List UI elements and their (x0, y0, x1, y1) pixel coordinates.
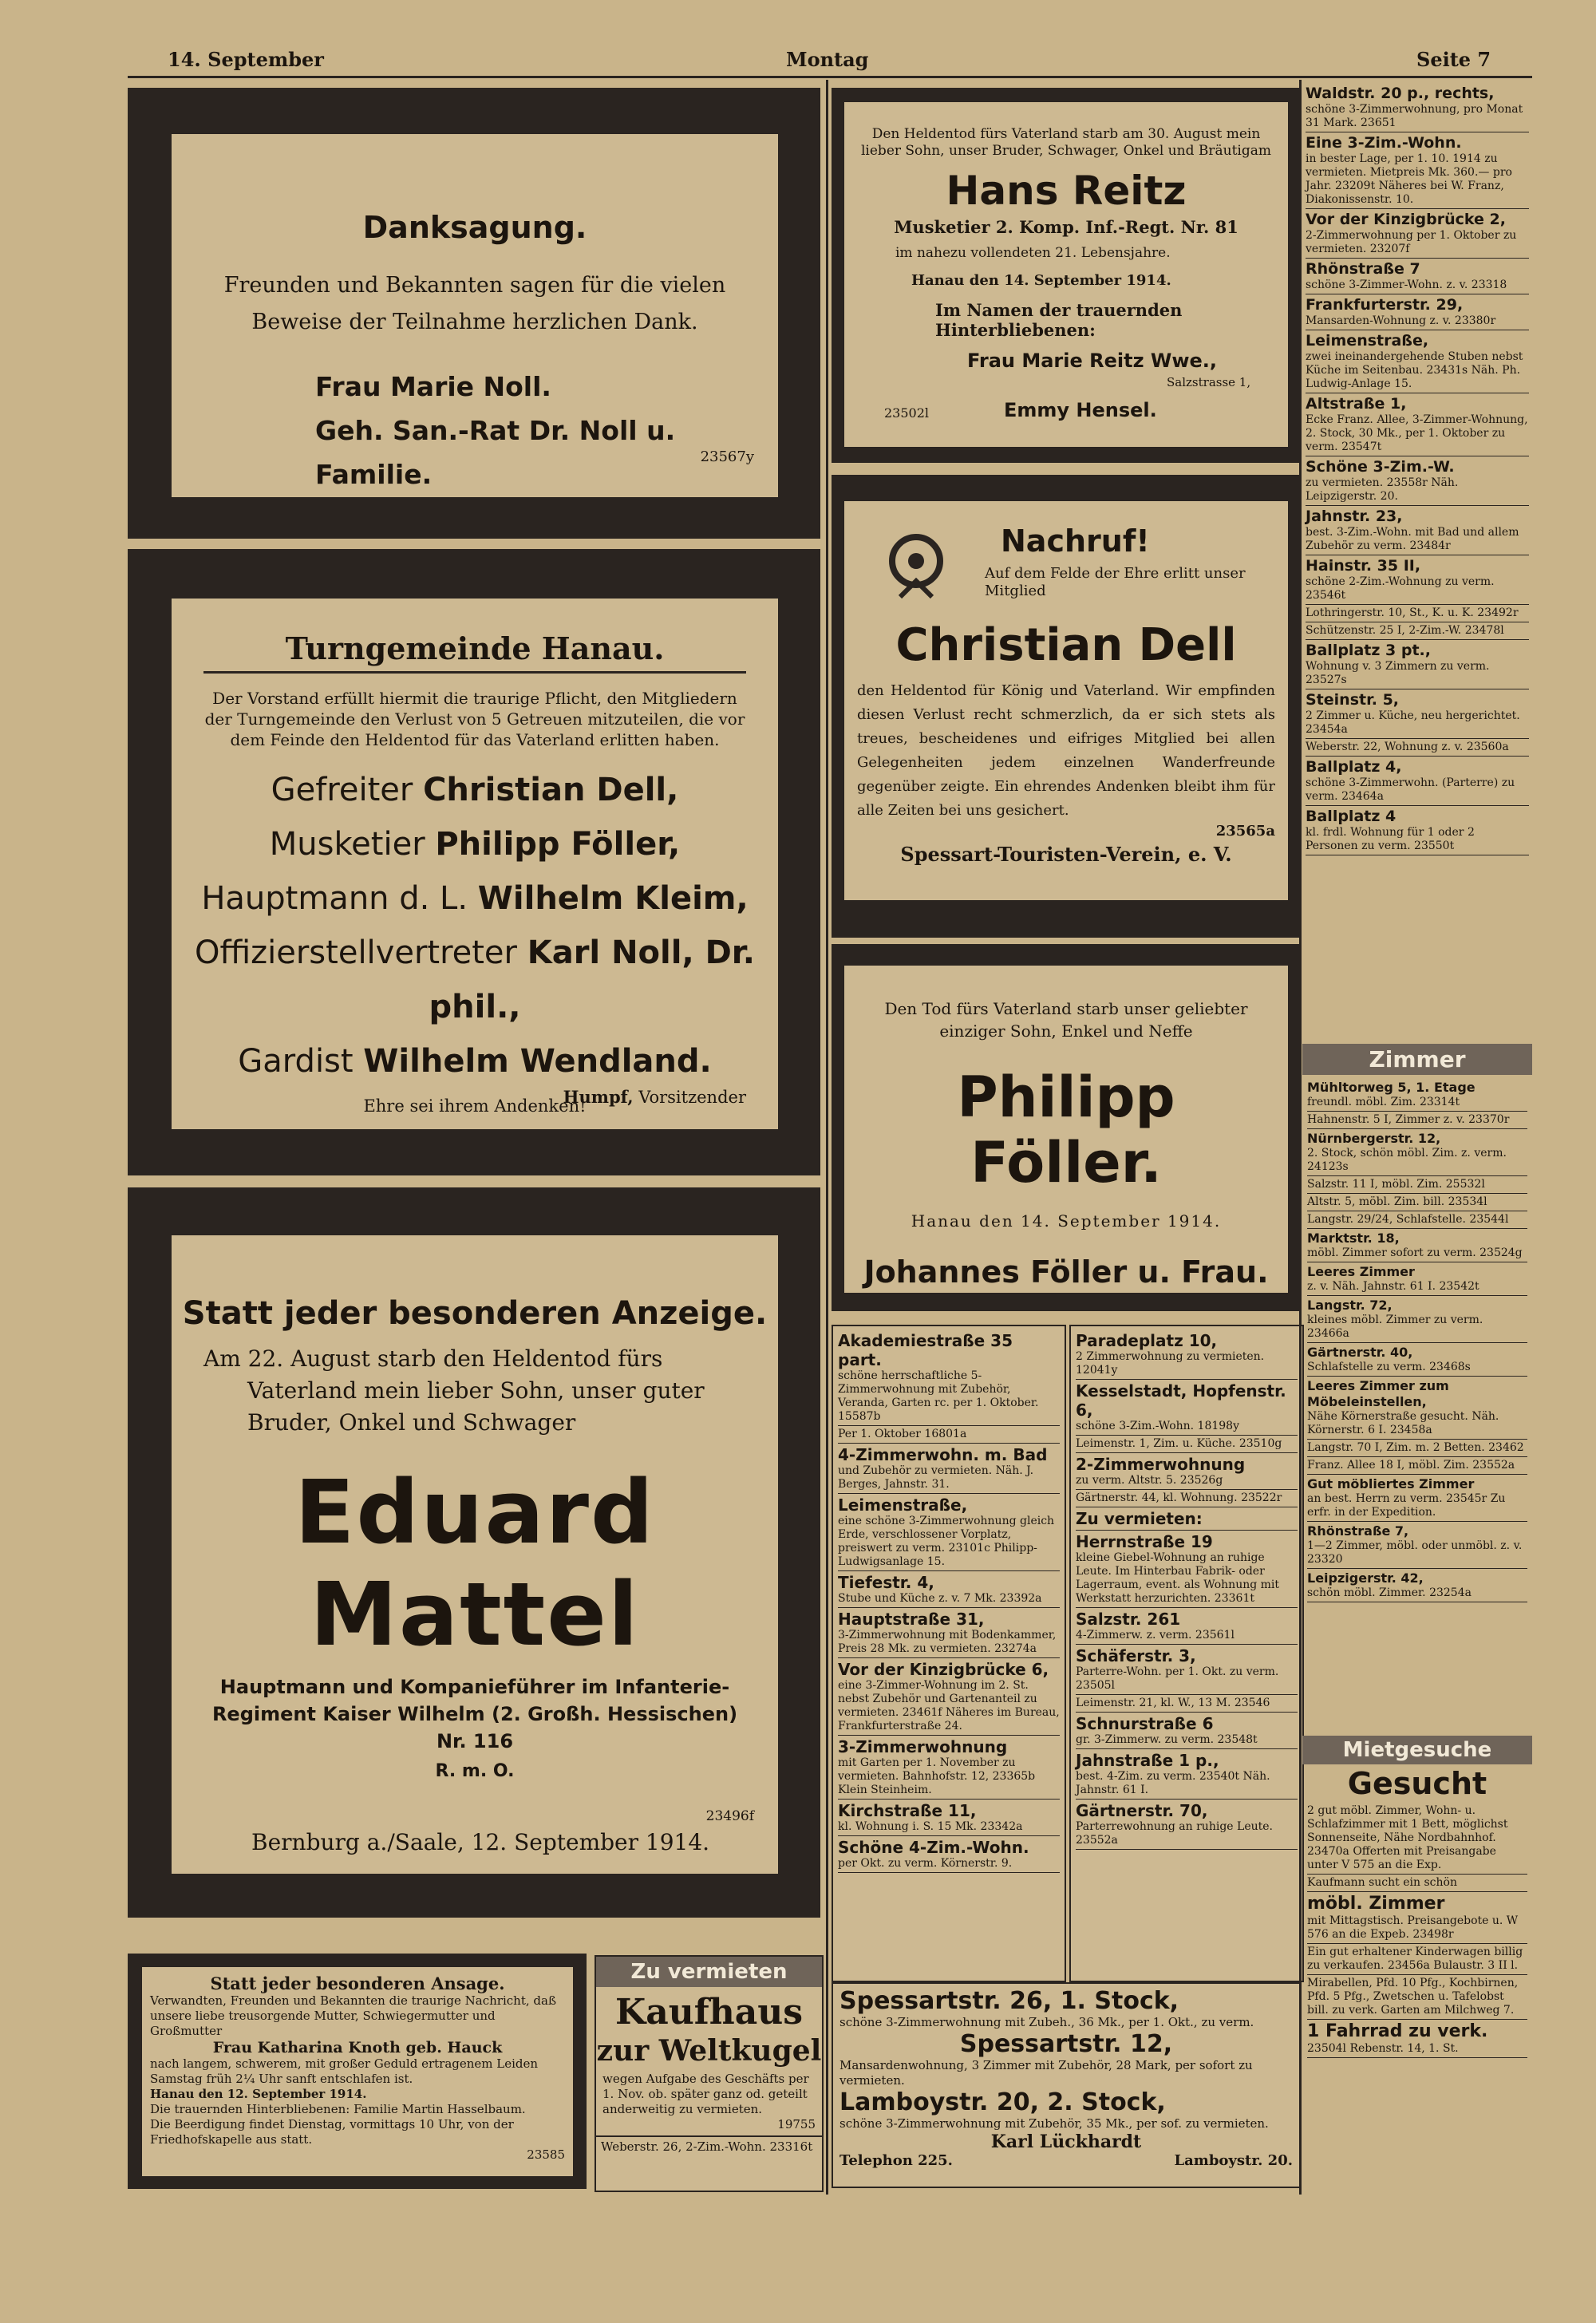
classified-head: Schäferstr. 3, (1076, 1646, 1196, 1665)
classified-item (1306, 689, 1529, 739)
col-separator-2 (1299, 80, 1302, 2195)
fallen-rank: Hauptmann d. L. (201, 880, 468, 917)
classified-text: kl. Wohnung i. S. 15 Mk. 23342a (838, 1820, 1023, 1833)
mietgesuche-title: Gesucht (1347, 1766, 1487, 1801)
classified-head: Schöne 3-Zim.-W. (1306, 458, 1455, 476)
classified-head: Paradeplatz 10, (1076, 1331, 1218, 1350)
classified-item (1306, 259, 1529, 294)
col-separator-1 (826, 80, 828, 2195)
danksagung-name-1: Frau Marie Noll. (315, 371, 551, 402)
turngemeinde-honor: Ehre sei ihrem Andenken! (363, 1096, 587, 1116)
zimmer-section (1302, 1044, 1532, 1738)
classified-head: 1 Fahrrad zu verk. (1307, 2021, 1488, 2041)
weltkugel-footer: Weberstr. 26, 2-Zim.-Wohn. 23316t (596, 2135, 822, 2157)
bottom-ad-text: Mansardenwohnung, 3 Zimmer mit Zubehör, 28 Mark, per sofort zu vermieten. (839, 2058, 1253, 2088)
classified-item (1307, 1262, 1527, 1296)
reitz-ad (844, 102, 1288, 447)
classified-head: möbl. Zimmer (1307, 1894, 1445, 1914)
classifieds-mid-right-list (1071, 1326, 1302, 1853)
classified-head: Mühltorweg 5, 1. Etage (1307, 1080, 1476, 1095)
mattel-rank: Hauptmann und Kompanieführer im Infanterie-Regiment Kaiser Wilhelm (2. Großh. Hessischen) Nr. 116 (211, 1676, 738, 1752)
classified-text: 2 Zimmerwohnung zu vermieten. 12041y (1076, 1350, 1265, 1377)
classified-text: Hahnenstr. 5 I, Zimmer z. v. 23370r (1307, 1113, 1510, 1126)
classified-text: 3-Zimmerwohnung mit Bodenkammer, Preis 28 Mk. zu vermieten. 23274a (838, 1629, 1057, 1655)
fallen-rank: Gardist (238, 1043, 354, 1080)
turngemeinde-fallen-list (172, 763, 778, 1088)
bottom-ad-text: schöne 3-Zimmerwohnung mit Zubehör, 35 Mk., per sof. zu vermieten. (839, 2116, 1269, 2131)
classified-text: schöne 3-Zim.-Wohn. 18198y (1076, 1420, 1240, 1432)
danksagung-name-2: Geh. San.-Rat Dr. Noll u. Familie. (315, 415, 676, 490)
classified-item (838, 1800, 1060, 1836)
classified-text: Schlafstelle zu verm. 23468s (1307, 1361, 1471, 1373)
classified-head: Vor der Kinzigbrücke 2, (1306, 211, 1506, 228)
classified-text: 2 gut möbl. Zimmer, Wohn- u. Schlafzimmer mit 1 Bett, möglichst Sonnenseite, Nähe Nordbahnhof. 23470a Offerten mit Preisangabe unter V 575 an die Exp. (1307, 1804, 1508, 1871)
classified-text: schön möbl. Zimmer. 23254a (1307, 1586, 1472, 1599)
reitz-address: Salzstrasse 1, (1167, 375, 1251, 389)
header-page: Seite 7 (1416, 48, 1491, 71)
classified-text: Salzstr. 11 I, möbl. Zim. 25532l (1307, 1178, 1485, 1191)
classified-item (1076, 1531, 1298, 1608)
classified-text: schöne 3-Zimmer-Wohn. z. v. 23318 (1306, 279, 1507, 291)
classified-text: zwei ineinandergehende Stuben nebst Küche im Seitenbau. 23431s Näh. Ph. Ludwig-Anlage 15. (1306, 350, 1523, 390)
classified-text: Leimenstr. 21, kl. W., 13 M. 23546 (1076, 1697, 1270, 1709)
classified-item (1307, 1296, 1527, 1343)
knoth-ad (142, 1967, 573, 2176)
classified-text: Langstr. 29/24, Schlafstelle. 23544l (1307, 1213, 1509, 1226)
signature-name: Humpf, (563, 1087, 634, 1107)
classified-item (1307, 1194, 1527, 1211)
classified-item (1076, 1800, 1298, 1850)
classified-text: Mirabellen, Pfd. 10 Pfg., Kochbirnen, Pfd. 5 Pfg., Zwetschen u. Tafelobst bill. zu verk. Garten am Milchweg 7. (1307, 1977, 1519, 2017)
reitz-fiancee: Emmy Hensel. (1004, 399, 1157, 421)
classified-head: Leimenstraße, (838, 1495, 968, 1515)
classified-item (838, 1658, 1060, 1736)
classified-text: an best. Herrn zu verm. 23545r Zu erfr. in der Expedition. (1307, 1492, 1506, 1519)
classified-head: Steinstr. 5, (1306, 691, 1400, 709)
classified-text: eine schöne 3-Zimmerwohnung gleich Erde, verschlossener Vorplatz, preiswert zu verm. 23101c Philipp-Ludwigsanlage 15. (838, 1515, 1055, 1568)
mietgesuche-list (1302, 1801, 1532, 2060)
bottom-ad-head: Spessartstr. 26, 1. Stock, (839, 1987, 1179, 2015)
classified-text: Lothringerstr. 10, St., K. u. K. 23492r (1306, 606, 1519, 619)
classified-item (1306, 605, 1529, 622)
danksagung-title: Danksagung. (362, 210, 587, 245)
classified-item (1306, 393, 1529, 456)
classified-head: Gärtnerstr. 70, (1076, 1801, 1208, 1820)
classified-item (1306, 330, 1529, 393)
danksagung-code: 23567y (700, 448, 754, 465)
classified-text: best. 3-Zim.-Wohn. mit Bad und allem Zubehör zu verm. 23484r (1306, 526, 1519, 552)
classified-text: kl. frdl. Wohnung für 1 oder 2 Personen zu verm. 23550t (1306, 826, 1475, 852)
classified-item (1306, 739, 1529, 757)
classified-text: eine 3-Zimmer-Wohnung im 2. St. nebst Zubehör und Gartenanteil zu vermieten. 23461f Näheres im Bureau, Frankfurterstraße 24. (838, 1679, 1060, 1732)
classified-text: schöne 3-Zimmerwohnung, pro Monat 31 Mark. 23651 (1306, 103, 1523, 129)
danksagung-text: Freunden und Bekannten sagen für die vielen Beweise der Teilnahme herzlichen Dank. (223, 273, 726, 334)
classified-item (1307, 1377, 1527, 1440)
classified-item (1307, 2020, 1527, 2058)
classified-head: Zu vermieten: (1076, 1509, 1203, 1528)
classified-item (838, 1426, 1060, 1444)
classified-head: Gärtnerstr. 40, (1307, 1345, 1413, 1360)
classifieds-mid-left-list (833, 1326, 1065, 1876)
classified-text: 2. Stock, schön möbl. Zim. z. verm. 24123s (1307, 1147, 1507, 1173)
classified-text: schöne 3-Zimmerwohn. (Parterre) zu verm. 23464a (1306, 776, 1515, 803)
foeller-name: Philipp Föller. (957, 1065, 1175, 1195)
reitz-age: im nahezu vollendeten 21. Lebensjahre. (895, 245, 1171, 261)
classified-text: Wohnung v. 3 Zimmern zu verm. 23527s (1306, 660, 1490, 686)
classified-item (1076, 1608, 1298, 1645)
classified-head: Akademiestraße 35 part. (838, 1331, 1013, 1369)
fallen-1 (172, 763, 778, 817)
header-date: 14. September (168, 48, 324, 71)
classified-head: Rhönstraße 7, (1307, 1523, 1409, 1539)
classified-text: z. v. Näh. Jahnstr. 61 I. 23542t (1307, 1280, 1479, 1293)
knoth-date: Hanau den 12. September 1914. (150, 2087, 367, 2101)
classified-text: Schützenstr. 25 I, 2-Zim.-W. 23478l (1306, 624, 1504, 637)
classified-text: Franz. Allee 18 I, möbl. Zim. 23552a (1307, 1459, 1515, 1472)
mattel-text: Am 22. August starb den Heldentod fürs Vaterland mein lieber Sohn, unser guter Bruder, Onkel und Schwager (203, 1345, 705, 1436)
foeller-parents: Johannes Föller u. Frau. (863, 1254, 1269, 1290)
mattel-rmo: R. m. O. (435, 1761, 515, 1781)
right-col-list (1301, 80, 1534, 859)
classified-text: Per 1. Oktober 16801a (838, 1428, 967, 1440)
classified-text: Langstr. 70 I, Zim. m. 2 Betten. 23462 (1307, 1441, 1524, 1454)
classified-item (1307, 1078, 1527, 1112)
danksagung-ad (172, 134, 778, 497)
reitz-code: 23502l (884, 405, 930, 421)
mattel-heading: Statt jeder besonderen Anzeige. (182, 1295, 768, 1332)
fallen-name: Wilhelm Wendland. (363, 1043, 712, 1080)
nachruf-text: den Heldentod für König und Vaterland. Wir empfinden diesen Verlust recht schmerzlich, da er sich stets als treues, bescheidenes und eifriges Mitglied bei allen Gelegenheiten jedem einzelnen Wanderfreunde gegenüber zeigte. Ein ehrendes Andenken bleibt ihm für alle Zeiten bei uns gesichert. (857, 682, 1275, 819)
classified-item (1306, 132, 1529, 209)
classified-item (838, 1836, 1060, 1873)
weltkugel-code: 19755 (777, 2117, 816, 2131)
classified-item (1306, 294, 1529, 330)
classified-text: zu verm. Altstr. 5. 23526g (1076, 1474, 1223, 1487)
classified-text: freundl. möbl. Zim. 23314t (1307, 1096, 1460, 1108)
bottom-ad-head: Lamboystr. 20, 2. Stock, (839, 2088, 1166, 2116)
bottom-ad-owner: Karl Lückhardt (990, 2131, 1142, 2152)
classified-item (1307, 1176, 1527, 1194)
nachruf-title: Nachruf! (1001, 523, 1150, 559)
knoth-code: 23585 (527, 2147, 565, 2162)
classified-head: Salzstr. 261 (1076, 1610, 1181, 1629)
classified-item (1306, 622, 1529, 640)
classifieds-mid-left (832, 1325, 1066, 1982)
classified-head: Kesselstadt, Hopfenstr. 6, (1076, 1381, 1286, 1420)
weltkugel-header: Zu vermieten (596, 1957, 822, 1987)
knoth-text1: Verwandten, Freunden und Bekannten die traurige Nachricht, daß unsere liebe treusorgende Mutter, Schwiegermutter und Großmutter (150, 1993, 556, 2038)
classified-head: 3-Zimmerwohnung (838, 1737, 1008, 1756)
classified-text: 2-Zimmerwohnung per 1. Oktober zu vermieten. 23207f (1306, 229, 1517, 255)
foeller-text: Den Tod fürs Vaterland starb unser geliebter einziger Sohn, Enkel und Neffe (884, 999, 1248, 1041)
classified-item (1306, 640, 1529, 689)
turngemeinde-title: Turngemeinde Hanau. (203, 630, 746, 674)
fallen-rank: Gefreiter (271, 772, 413, 808)
zimmer-list (1302, 1075, 1532, 1606)
nachruf-name: Christian Dell (895, 619, 1237, 671)
classified-head: Leeres Zimmer zum Möbeleinstellen, (1307, 1378, 1449, 1409)
reitz-place: Hanau den 14. September 1914. (911, 272, 1171, 289)
bottom-ad-text: schöne 3-Zimmerwohnung mit Zubeh., 36 Mk., per 1. Okt., zu verm. (839, 2015, 1254, 2029)
fallen-name: Wilhelm Kleim, (477, 880, 749, 917)
classified-text: per Okt. zu verm. Körnerstr. 9. (838, 1857, 1013, 1870)
reitz-behalf: Im Namen der trauernden Hinterbliebenen: (935, 300, 1183, 340)
header-rule (128, 76, 1532, 78)
classified-head: Jahnstraße 1 p., (1076, 1751, 1219, 1770)
fallen-name: Christian Dell, (423, 772, 679, 808)
turngemeinde-ad (172, 599, 778, 1129)
classified-text: Gärtnerstr. 44, kl. Wohnung. 23522r (1076, 1491, 1282, 1504)
bottom-footer-left: Telephon 225. (839, 2152, 953, 2169)
nachruf-intro: Auf dem Felde der Ehre erlitt unser Mitglied (985, 565, 1246, 599)
classified-text: schöne herrschaftliche 5-Zimmerwohnung mit Zubehör, Veranda, Garten rc. per 1. Oktober. 15587b (838, 1369, 1039, 1423)
classified-item (1076, 1749, 1298, 1800)
classified-item (1307, 1457, 1527, 1475)
mattel-place-date: Bernburg a./Saale, 12. September 1914. (251, 1829, 710, 1855)
classified-item (1076, 1453, 1298, 1490)
nachruf-ad (844, 501, 1288, 900)
classified-head: Langstr. 72, (1307, 1298, 1393, 1313)
classified-text: mit Garten per 1. November zu vermieten. Bahnhofstr. 12, 23365b Klein Steinheim. (838, 1756, 1036, 1796)
classified-head: Tiefestr. 4, (838, 1573, 934, 1592)
zimmer-header: Zimmer (1302, 1044, 1532, 1075)
classified-head: 4-Zimmerwohn. m. Bad (838, 1445, 1048, 1464)
classified-item (1307, 1343, 1527, 1377)
classified-item (1306, 506, 1529, 555)
classified-head: Leipzigerstr. 42, (1307, 1570, 1424, 1586)
classified-head: Leimenstraße, (1306, 332, 1429, 350)
knoth-family: Die trauernden Hinterbliebenen: Familie Martin Hasselbaum. (150, 2102, 526, 2116)
turngemeinde-signature (563, 1087, 746, 1107)
classified-text: kleines möbl. Zimmer zu verm. 23466a (1307, 1314, 1483, 1340)
classified-text: Weberstr. 22, Wohnung z. v. 23560a (1306, 741, 1509, 753)
reitz-name: Hans Reitz (946, 168, 1187, 214)
nachruf-club: Spessart-Touristen-Verein, e. V. (900, 843, 1232, 866)
classified-item (1306, 806, 1529, 855)
classified-item (1306, 555, 1529, 605)
classified-head: Vor der Kinzigbrücke 6, (838, 1660, 1049, 1679)
classified-head: Ballplatz 3 pt., (1306, 642, 1431, 659)
classified-text: Parterrewohnung an ruhige Leute. 23552a (1076, 1820, 1273, 1847)
classified-text: 1—2 Zimmer, möbl. oder unmöbl. z. v. 23320 (1307, 1539, 1523, 1566)
danksagung-names (315, 365, 778, 496)
classified-text: Mansarden-Wohnung z. v. 23380r (1306, 314, 1496, 327)
classified-item (1076, 1329, 1298, 1380)
weltkugel-ad (595, 1955, 824, 2192)
fallen-3 (172, 871, 778, 926)
weltkugel-name1: Kaufhaus (615, 1992, 803, 2033)
classified-head: Herrnstraße 19 (1076, 1532, 1213, 1551)
classified-head: Hauptstraße 31, (838, 1610, 985, 1629)
classified-item (1307, 1569, 1527, 1602)
classified-item (1307, 1522, 1527, 1569)
classified-item (1307, 1440, 1527, 1457)
classified-text: Ein gut erhaltener Kinderwagen billig zu verkaufen. 23456a Bulaustr. 3 II l. (1307, 1946, 1523, 1972)
classified-text: Kaufmann sucht ein schön (1307, 1876, 1457, 1889)
classified-head: Rhönstraße 7 (1306, 260, 1420, 278)
fallen-rank: Musketier (269, 826, 425, 863)
turngemeinde-intro: Der Vorstand erfüllt hiermit die traurige Pflicht, den Mitgliedern der Turngemeinde den Verlust von 5 Getreuen mitzuteilen, die vor dem Feinde den Heldentod für das Vaterland erlitten haben. (204, 689, 745, 749)
knoth-funeral: Die Beerdigung findet Dienstag, vormittags 10 Uhr, von der Friedhofskapelle aus statt. (150, 2117, 514, 2147)
weltkugel-text: wegen Aufgabe des Geschäfts per 1. Nov. ob. später ganz od. geteilt anderweitig zu vermieten. (602, 2072, 809, 2116)
fallen-rank: Offizierstellvertreter (194, 934, 517, 971)
classified-text: und Zubehör zu vermieten. Näh. J. Berges, Jahnstr. 31. (838, 1464, 1034, 1491)
mattel-name: Eduard Mattel (294, 1461, 655, 1665)
mietgesuche-section (1302, 1736, 1532, 2191)
classified-text: 4-Zimmerw. z. verm. 23561l (1076, 1629, 1235, 1642)
classified-item (1307, 1803, 1527, 1875)
classified-item (1076, 1645, 1298, 1695)
mietgesuche-header: Mietgesuche (1302, 1736, 1532, 1764)
classified-text: in bester Lage, per 1. 10. 1914 zu vermieten. Mietpreis Mk. 360.— pro Jahr. 23209t Näheres bei W. Franz, Diakonissenstr. 10. (1306, 152, 1512, 206)
foeller-place: Hanau den 14. September 1914. (911, 1211, 1222, 1231)
classified-head: Ballplatz 4, (1306, 758, 1402, 776)
classified-item (1076, 1507, 1298, 1531)
classified-head: Leeres Zimmer (1307, 1264, 1415, 1279)
classified-head: Frankfurterstr. 29, (1306, 296, 1464, 314)
classified-item (1306, 456, 1529, 506)
classified-item (1307, 1944, 1527, 1975)
weltkugel-name2: zur Weltkugel (596, 2034, 822, 2068)
mattel-code: 23496f (705, 1808, 754, 1824)
classified-item (838, 1444, 1060, 1494)
classified-item (1307, 1129, 1527, 1176)
classified-text: gr. 3-Zimmerw. zu verm. 23548t (1076, 1733, 1258, 1746)
classified-text: 2 Zimmer u. Küche, neu hergerichtet. 23454a (1306, 709, 1520, 736)
classified-head: 2-Zimmerwohnung (1076, 1455, 1246, 1474)
classified-item (838, 1571, 1060, 1608)
classified-item (1307, 1112, 1527, 1129)
signature-role: Vorsitzender (638, 1088, 746, 1107)
classified-item (1076, 1695, 1298, 1713)
classifieds-mid-right (1069, 1325, 1304, 1982)
classified-text: zu vermieten. 23558r Näh. Leipzigerstr. 20. (1306, 476, 1459, 503)
classified-item (1076, 1713, 1298, 1749)
classified-text: Nähe Körnerstraße gesucht. Näh. Körnerstr. 6 I. 23458a (1307, 1410, 1499, 1436)
fallen-2 (172, 817, 778, 871)
classified-item (1307, 1875, 1527, 1892)
classified-head: Kirchstraße 11, (838, 1801, 977, 1820)
classified-item (1076, 1380, 1298, 1436)
nachruf-code: 23565a (1215, 823, 1275, 840)
classified-text: Altstr. 5, möbl. Zim. bill. 23534l (1307, 1195, 1487, 1208)
classified-item (1307, 1975, 1527, 2020)
classified-head: Eine 3-Zim.-Wohn. (1306, 134, 1462, 152)
classified-item (1306, 83, 1529, 132)
reitz-text: Den Heldentod fürs Vaterland starb am 30. August mein lieber Sohn, unser Bruder, Schwager, Onkel und Bräutigam (861, 126, 1271, 159)
knoth-name: Frau Katharina Knoth geb. Hauck (212, 2039, 503, 2056)
knoth-heading: Statt jeder besonderen Ansage. (210, 1973, 505, 1993)
classified-item (1076, 1436, 1298, 1453)
fallen-name: Karl Noll, Dr. phil., (429, 934, 755, 1025)
fallen-4 (172, 926, 778, 1034)
bottom-footer-right: Lamboystr. 20. (1174, 2152, 1293, 2169)
bottom-ads (832, 1982, 1301, 2188)
classified-item (838, 1608, 1060, 1658)
classified-head: Gut möbliertes Zimmer (1307, 1476, 1475, 1491)
classified-head: Jahnstr. 23, (1306, 508, 1403, 525)
reitz-mother: Frau Marie Reitz Wwe., (967, 350, 1218, 372)
classified-text: Ecke Franz. Allee, 3-Zimmer-Wohnung, 2. Stock, 30 Mk., per 1. Oktober zu verm. 23547t (1306, 413, 1528, 453)
wreath-icon (884, 525, 948, 613)
classified-item (838, 1494, 1060, 1571)
header-day: Montag (786, 48, 869, 71)
classified-item (1306, 757, 1529, 806)
classified-text: Leimenstr. 1, Zim. u. Küche. 23510g (1076, 1437, 1282, 1450)
classified-head: Schnurstraße 6 (1076, 1714, 1214, 1733)
classified-head: Altstraße 1, (1306, 395, 1407, 413)
classified-item (1307, 1211, 1527, 1229)
classified-head: Schöne 4-Zim.-Wohn. (838, 1838, 1029, 1857)
classified-item (1306, 209, 1529, 259)
classified-text: kleine Giebel-Wohnung an ruhige Leute. Im Hinterbau Fabrik- oder Lagerraum, event. als Wohnung mit Werkstatt herzurichten. 23361t (1076, 1551, 1280, 1605)
classified-text: best. 4-Zim. zu verm. 23540t Näh. Jahnstr. 61 I. (1076, 1770, 1270, 1796)
classified-text: mit Mittagstisch. Preisangebote u. W 576 an die Expeb. 23498r (1307, 1914, 1519, 1941)
classified-item (838, 1329, 1060, 1426)
classified-head: Ballplatz 4 (1306, 808, 1396, 825)
classified-item (1307, 1229, 1527, 1262)
bottom-ad-head: Spessartstr. 12, (959, 2030, 1173, 2058)
reitz-unit: Musketier 2. Komp. Inf.-Regt. Nr. 81 (894, 217, 1238, 237)
classified-item (1076, 1490, 1298, 1507)
classified-head: Waldstr. 20 p., rechts, (1306, 85, 1495, 102)
bottom-footer (839, 2152, 1293, 2169)
mattel-ad (172, 1235, 778, 1874)
classified-item (838, 1736, 1060, 1800)
classified-text: 23504l Rebenstr. 14, 1. St. (1307, 2042, 1459, 2055)
right-col-ads (1301, 80, 1534, 1037)
classified-text: möbl. Zimmer sofort zu verm. 23524g (1307, 1246, 1523, 1259)
classified-text: schöne 2-Zim.-Wohnung zu verm. 23546t (1306, 575, 1495, 602)
classified-item (1307, 1892, 1527, 1944)
knoth-text2: nach langem, schwerem, mit großer Geduld ertragenem Leiden Samstag früh 2¼ Uhr sanft entschlafen ist. (150, 2056, 539, 2086)
classified-text: Parterre-Wohn. per 1. Okt. zu verm. 23505l (1076, 1665, 1279, 1692)
classified-head: Nürnbergerstr. 12, (1307, 1131, 1441, 1146)
fallen-5 (172, 1034, 778, 1088)
classified-head: Hainstr. 35 II, (1306, 557, 1421, 575)
foeller-ad (844, 966, 1288, 1293)
classified-text: Stube und Küche z. v. 7 Mk. 23392a (838, 1592, 1042, 1605)
classified-item (1307, 1475, 1527, 1522)
classified-head: Marktstr. 18, (1307, 1231, 1400, 1246)
fallen-name: Philipp Föller, (435, 826, 681, 863)
